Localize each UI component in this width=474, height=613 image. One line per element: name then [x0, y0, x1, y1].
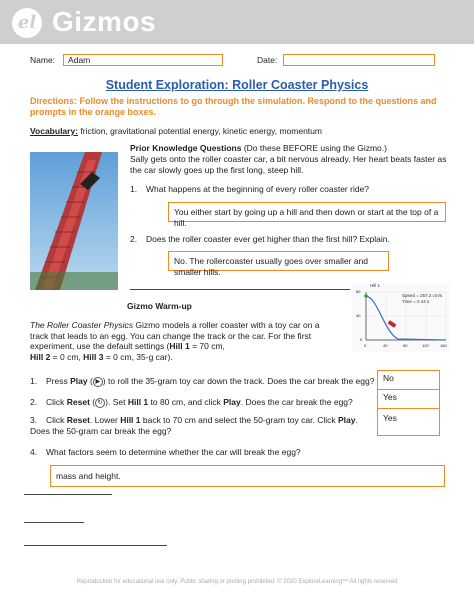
- warmup-answer-1[interactable]: No: [377, 370, 440, 390]
- prior-intro: Sally gets onto the roller coaster car, a bit nervous already. Her heart beats faster as the car slowly goes up the first long, steep hill.: [130, 154, 447, 175]
- warmup-answer-3[interactable]: Yes: [377, 408, 440, 436]
- warmup-heading: Gizmo Warm-up: [127, 301, 192, 311]
- directions: Directions: Follow the instructions to go through the simulation. Respond to the questions and prompts in the orange boxes.: [30, 96, 437, 117]
- copyright-footer: Reproduction for educational use only. Public sharing or posting prohibited. © 2020 ExploreLearning™ All rights reserved: [76, 579, 398, 585]
- reset-icon: ↻: [95, 398, 105, 408]
- prior-knowledge-heading: Prior Knowledge Questions (Do these BEFORE using the Gizmo.): [130, 143, 387, 153]
- vocabulary-terms: friction, gravitational potential energy, kinetic energy, momentum: [78, 126, 322, 136]
- roller-coaster-illustration: [30, 152, 118, 290]
- simulation-graph: [352, 284, 450, 352]
- sim-y-tick: 80: [356, 289, 361, 294]
- page-title: Student Exploration: Roller Coaster Physics: [105, 78, 369, 92]
- blank-line: [24, 522, 84, 523]
- name-label: Name:: [30, 55, 56, 65]
- warmup-question-1: 1. Press Play ( ▶ ) to roll the 35-gram toy car down the track. Does the car break the egg?: [30, 376, 375, 386]
- name-field[interactable]: Adam: [63, 54, 223, 66]
- warmup-text: The Roller Coaster Physics Gizmo models a roller coaster with a toy car on a track that leads to an egg. You can change the track or the car. For the first experiment, use the default settings (Hill 1 = 70 cm, Hill 2 = 0 cm, Hill 3 = 0 cm, 35-g car).: [30, 320, 320, 362]
- sim-x-tick: 0: [364, 343, 367, 348]
- prior-question-2: 2. Does the roller coaster ever get higher than the first hill? Explain.: [130, 234, 390, 244]
- vocabulary-label: Vocabulary:: [30, 126, 79, 136]
- vocabulary: [30, 126, 322, 136]
- play-icon: ▶: [93, 377, 103, 387]
- warmup-answer-4[interactable]: mass and height.: [50, 465, 445, 487]
- prior-answer-2[interactable]: No. The rollercoaster usually goes over smaller and smaller hills.: [168, 251, 389, 271]
- warmup-answer-2[interactable]: Yes: [377, 389, 440, 409]
- warmup-question-3: 3. Click Reset. Lower Hill 1 back to 70 cm and select the 50-gram toy car. Click Play. Does the 50-gram car break the egg?: [30, 415, 358, 436]
- date-label: Date:: [257, 55, 278, 65]
- warmup-question-4: 4. What factors seem to determine whether the car will break the egg?: [30, 447, 301, 457]
- blank-line: [24, 494, 112, 495]
- sim-hill-label: Hill 1: [370, 283, 381, 288]
- section-divider: [130, 289, 350, 290]
- sim-y-tick: 40: [356, 313, 361, 318]
- sim-x-tick: 160: [440, 343, 447, 348]
- brand-name: Gizmos: [52, 6, 157, 37]
- sim-time: Time = 0.44 s: [402, 299, 430, 304]
- date-field[interactable]: [283, 54, 435, 66]
- sim-x-tick: 120: [422, 343, 429, 348]
- prior-question-1: 1. What happens at the beginning of every roller coaster ride?: [130, 184, 370, 194]
- blank-line: [24, 545, 167, 546]
- sim-speed: Speed = 257.2 cm/s: [402, 293, 443, 298]
- name-date-row: [30, 54, 435, 66]
- sim-x-tick: 80: [403, 343, 408, 348]
- warmup-question-2: 2. Click Reset ( ↻ ). Set Hill 1 to 80 cm, and click Play. Does the car break the egg?: [30, 397, 353, 407]
- prior-answer-1[interactable]: You either start by going up a hill and then down or start at the top of a hill.: [168, 202, 446, 222]
- sim-x-tick: 40: [383, 343, 388, 348]
- sim-y-tick: 0: [360, 337, 363, 342]
- gizmos-header: [0, 0, 474, 44]
- explorelearning-logo-icon: el: [12, 8, 42, 38]
- roller-coaster-photo: [30, 152, 118, 290]
